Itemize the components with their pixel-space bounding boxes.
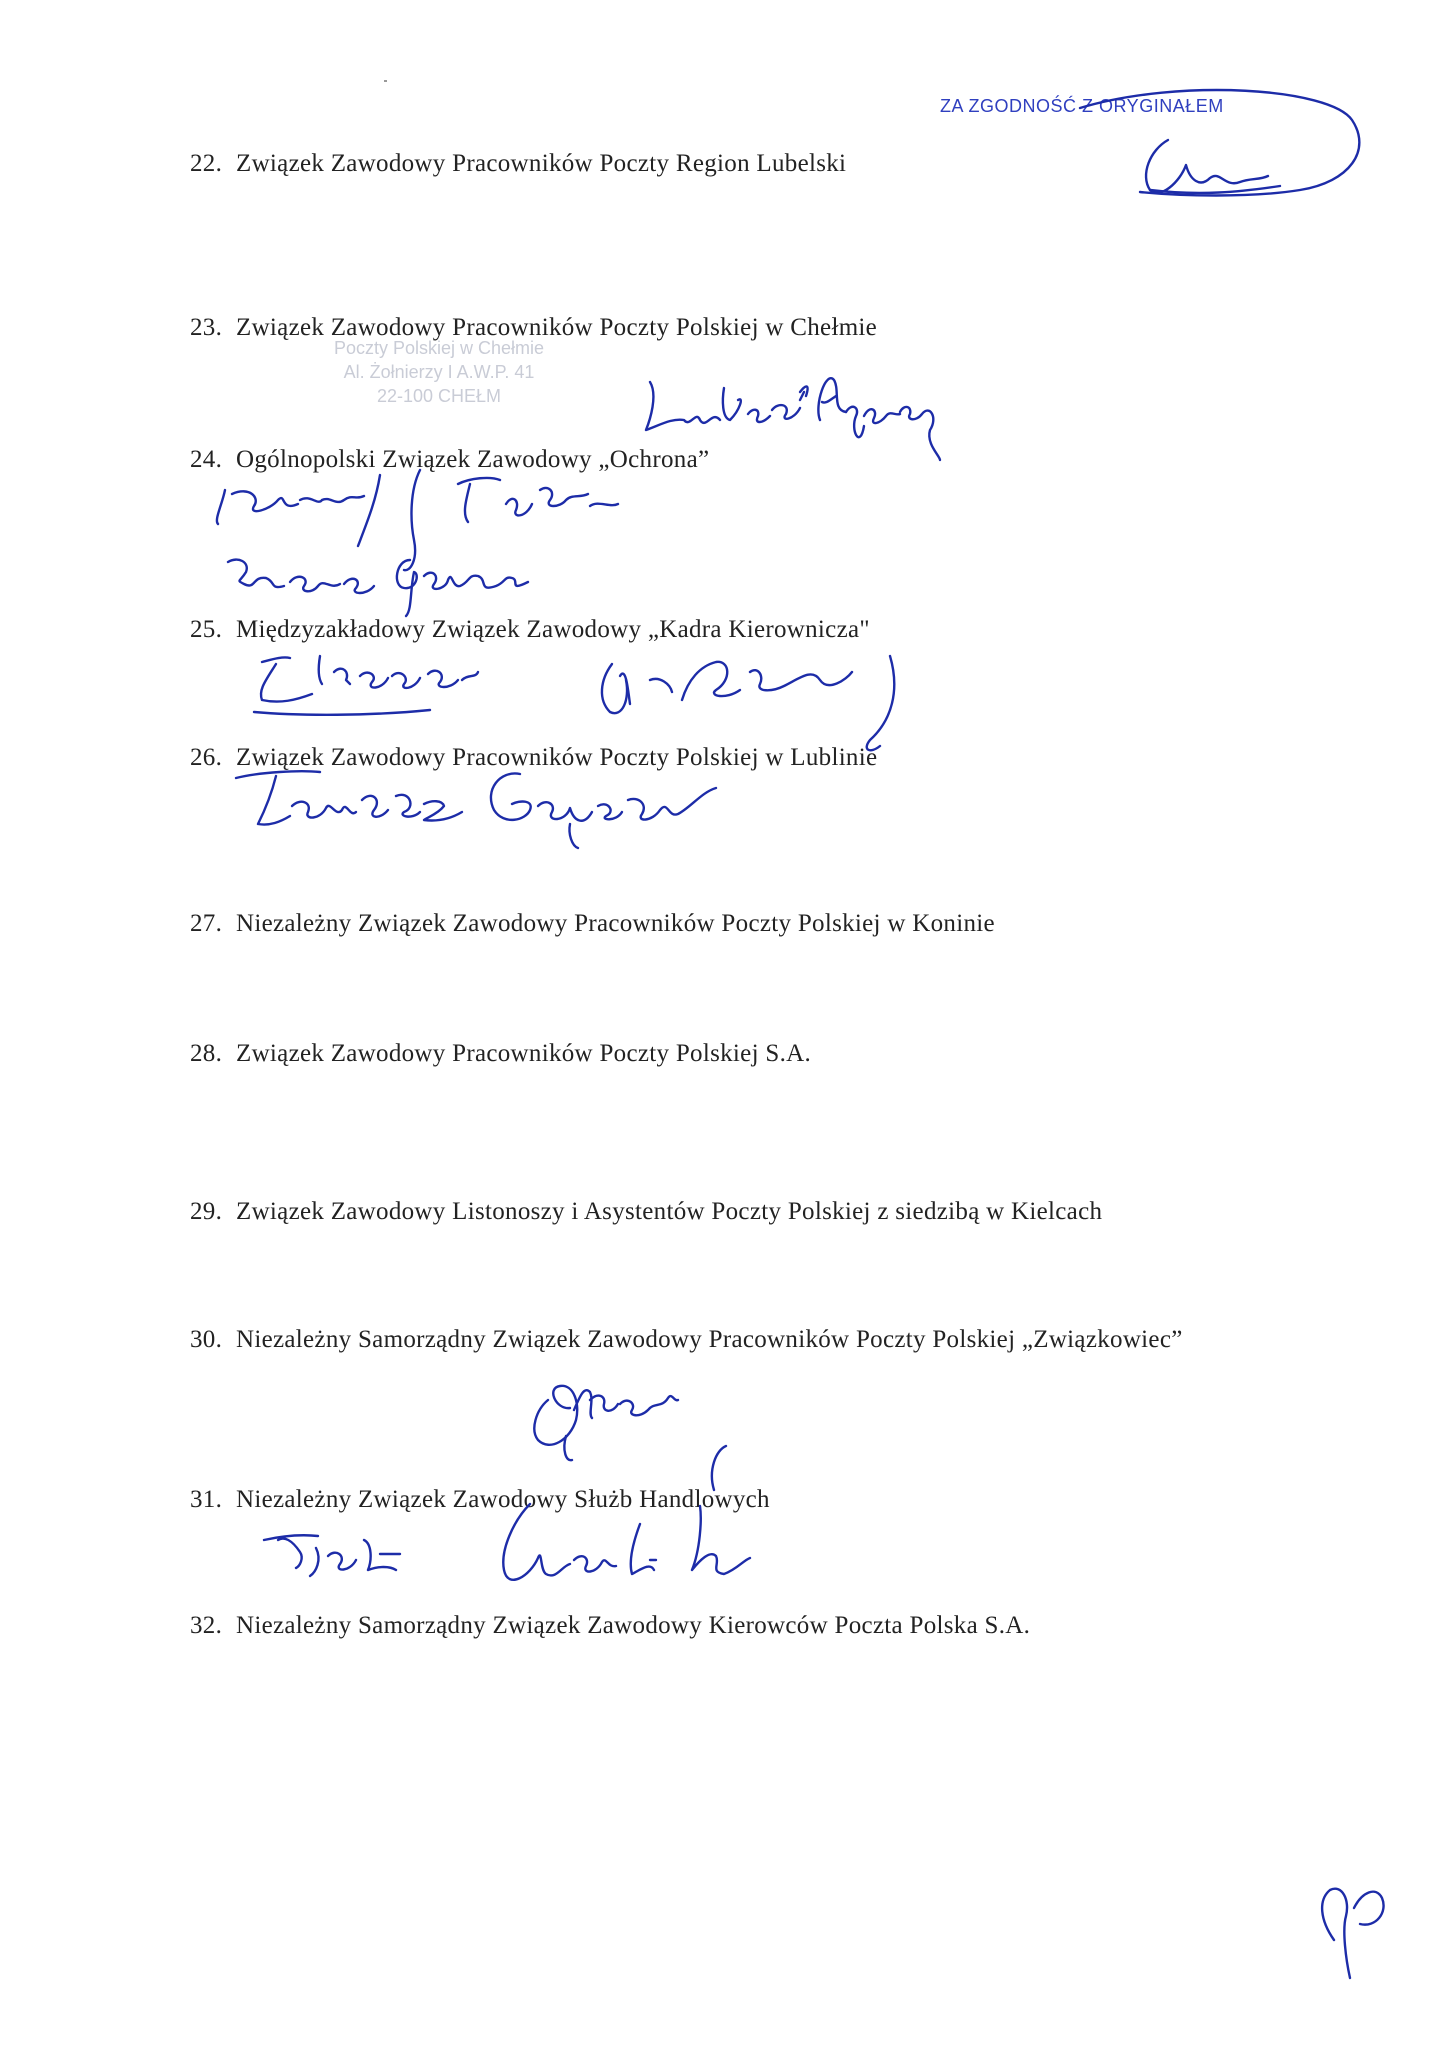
item-text: Ogólnopolski Związek Zawodowy „Ochrona”: [236, 446, 710, 473]
signature-zbigniew-olech: [254, 656, 894, 750]
item-text: Związek Zawodowy Pracowników Poczty Polskiej w Chełmie: [236, 314, 878, 341]
list-item: [190, 1486, 770, 1514]
item-number: 32.: [190, 1612, 223, 1639]
list-item: [190, 150, 846, 178]
signature-tomasz-gasior: [236, 771, 716, 848]
item-number: 25.: [190, 616, 223, 643]
item-text: Związek Zawodowy Listonoszy i Asystentów Poczty Polskiej z siedzibą w Kielcach: [236, 1198, 1103, 1225]
item-number: 23.: [190, 314, 223, 341]
item-text: Niezależny Samorządny Związek Zawodowy Pracowników Poczty Polskiej „Związkowiec”: [236, 1326, 1183, 1353]
item-number: 30.: [190, 1326, 223, 1353]
page-initials: [1322, 1889, 1383, 1978]
item-number: 22.: [190, 150, 223, 177]
signature-krzysztof-fiddek: [217, 470, 618, 570]
item-text: Niezależny Samorządny Związek Zawodowy Kierowców Poczta Polska S.A.: [236, 1612, 1031, 1639]
item-number: 29.: [190, 1198, 223, 1225]
list-item: [190, 314, 877, 342]
faded-stamp-line: Poczty Polskiej w Chełmie: [333, 338, 545, 358]
list-item: [190, 1612, 1030, 1640]
scan-speck: [384, 80, 387, 82]
item-number: 26.: [190, 744, 223, 771]
item-text: Niezależny Związek Zawodowy Pracowników Poczty Polskiej w Koninie: [236, 910, 995, 937]
certified-copy-stamp: ZA ZGODNOŚĆ Z ORYGINAŁEM: [940, 96, 1224, 116]
faded-stamp-line: 22-100 CHEŁM: [376, 386, 502, 406]
faded-organization-stamp: [284, 336, 594, 408]
item-number: 31.: [190, 1486, 223, 1513]
item-text: Związek Zawodowy Pracowników Poczty Polskiej S.A.: [236, 1040, 812, 1067]
signature-zwiazkowiec: [534, 1386, 678, 1460]
list-item: [190, 1198, 1102, 1226]
item-number: 27.: [190, 910, 223, 937]
list-item: [190, 1040, 811, 1068]
list-item: [190, 910, 995, 938]
item-text: Związek Zawodowy Pracowników Poczty Polskiej w Lublinie: [236, 744, 878, 771]
item-text: Niezależny Związek Zawodowy Służb Handlowych: [236, 1486, 770, 1513]
list-item: [190, 446, 709, 474]
list-item: [190, 744, 877, 772]
list-item: [190, 616, 870, 644]
item-text: Związek Zawodowy Pracowników Poczty Region Lubelski: [236, 150, 847, 177]
item-number: 28.: [190, 1040, 223, 1067]
faded-stamp-line: Al. Żołnierzy I A.W.P. 41: [343, 362, 535, 382]
item-number: 24.: [190, 446, 223, 473]
signature-roman-galas: [228, 560, 528, 616]
list-item: [190, 1326, 1183, 1354]
item-text: Międzyzakładowy Związek Zawodowy „Kadra Kierownicza": [236, 616, 870, 643]
